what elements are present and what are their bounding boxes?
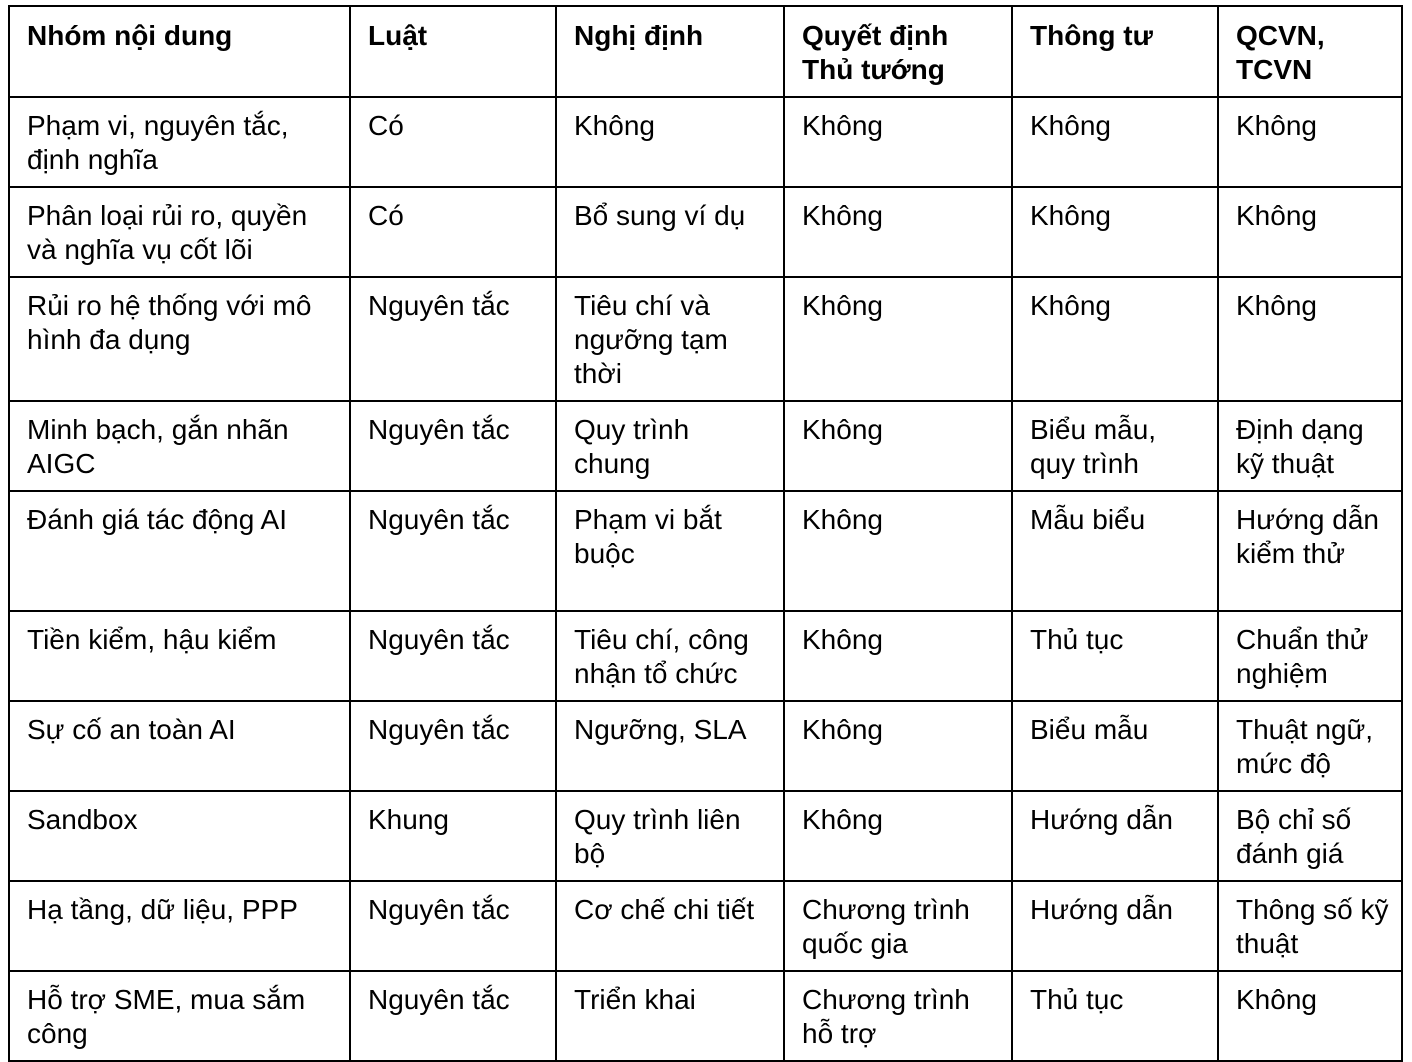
table-cell: Bổ sung ví dụ [556, 187, 784, 277]
table-cell: Quy trình chung [556, 401, 784, 491]
header-cell-circular: Thông tư [1012, 6, 1218, 97]
table-cell: Triển khai [556, 971, 784, 1061]
table-cell: Sự cố an toàn AI [9, 701, 350, 791]
header-row [9, 6, 1402, 97]
table-cell: Không [784, 491, 1012, 611]
header-cell-pm-decision: Quyết định Thủ tướng [784, 6, 1012, 97]
table-cell: Quy trình liên bộ [556, 791, 784, 881]
table-row [9, 277, 1402, 401]
table-cell: Có [350, 187, 556, 277]
table-row [9, 97, 1402, 187]
table-cell: Hỗ trợ SME, mua sắm công [9, 971, 350, 1061]
table-cell: Chuẩn thử nghiệm [1218, 611, 1402, 701]
table-cell: Tiêu chí và ngưỡng tạm thời [556, 277, 784, 401]
header-cell-standards: QCVN, TCVN [1218, 6, 1402, 97]
table-row [9, 491, 1402, 611]
table-cell: Không [784, 701, 1012, 791]
table-cell: Nguyên tắc [350, 881, 556, 971]
table-cell: Nguyên tắc [350, 277, 556, 401]
table-cell: Chương trình quốc gia [784, 881, 1012, 971]
header-cell-decree: Nghị định [556, 6, 784, 97]
table-cell: Minh bạch, gắn nhãn AIGC [9, 401, 350, 491]
table-row [9, 611, 1402, 701]
table-cell: Phạm vi bắt buộc [556, 491, 784, 611]
table-cell: Hướng dẫn [1012, 791, 1218, 881]
table-cell: Thủ tục [1012, 971, 1218, 1061]
header-cell-content-group: Nhóm nội dung [9, 6, 350, 97]
table-cell: Ngưỡng, SLA [556, 701, 784, 791]
table-cell: Nguyên tắc [350, 971, 556, 1061]
table-cell: Hạ tầng, dữ liệu, PPP [9, 881, 350, 971]
table-row [9, 701, 1402, 791]
table-cell: Nguyên tắc [350, 491, 556, 611]
table-cell: Có [350, 97, 556, 187]
table-cell: Tiền kiểm, hậu kiểm [9, 611, 350, 701]
table-cell: Không [556, 97, 784, 187]
table-cell: Không [784, 791, 1012, 881]
table-cell: Cơ chế chi tiết [556, 881, 784, 971]
table-row [9, 791, 1402, 881]
table-cell: Định dạng kỹ thuật [1218, 401, 1402, 491]
table-cell: Mẫu biểu [1012, 491, 1218, 611]
table-cell: Không [784, 187, 1012, 277]
table-cell: Thuật ngữ, mức độ [1218, 701, 1402, 791]
table-row [9, 187, 1402, 277]
table-cell: Không [1012, 277, 1218, 401]
table-cell: Thủ tục [1012, 611, 1218, 701]
table-cell: Phân loại rủi ro, quyền và nghĩa vụ cốt lõi [9, 187, 350, 277]
table-cell: Rủi ro hệ thống với mô hình đa dụng [9, 277, 350, 401]
table-cell: Không [784, 277, 1012, 401]
table-cell: Hướng dẫn [1012, 881, 1218, 971]
table-cell: Khung [350, 791, 556, 881]
header-cell-law: Luật [350, 6, 556, 97]
table-cell: Nguyên tắc [350, 611, 556, 701]
table-cell: Bộ chỉ số đánh giá [1218, 791, 1402, 881]
table-cell: Không [1012, 97, 1218, 187]
table-cell: Không [784, 401, 1012, 491]
regulation-matrix-table [8, 5, 1403, 1062]
table-cell: Không [1218, 97, 1402, 187]
table-row [9, 971, 1402, 1061]
table-cell: Biểu mẫu [1012, 701, 1218, 791]
table-cell: Chương trình hỗ trợ [784, 971, 1012, 1061]
table-cell: Thông số kỹ thuật [1218, 881, 1402, 971]
table-cell: Sandbox [9, 791, 350, 881]
table-cell: Không [1218, 187, 1402, 277]
table-cell: Không [1012, 187, 1218, 277]
table-cell: Nguyên tắc [350, 701, 556, 791]
table-row [9, 881, 1402, 971]
table-cell: Biểu mẫu, quy trình [1012, 401, 1218, 491]
table-cell: Tiêu chí, công nhận tổ chức [556, 611, 784, 701]
table-cell: Nguyên tắc [350, 401, 556, 491]
table-cell: Không [1218, 277, 1402, 401]
table-cell: Hướng dẫn kiểm thử [1218, 491, 1402, 611]
table-row [9, 401, 1402, 491]
table-cell: Không [784, 611, 1012, 701]
table-cell: Không [784, 97, 1012, 187]
table-cell: Đánh giá tác động AI [9, 491, 350, 611]
table-cell: Không [1218, 971, 1402, 1061]
table-cell: Phạm vi, nguyên tắc, định nghĩa [9, 97, 350, 187]
